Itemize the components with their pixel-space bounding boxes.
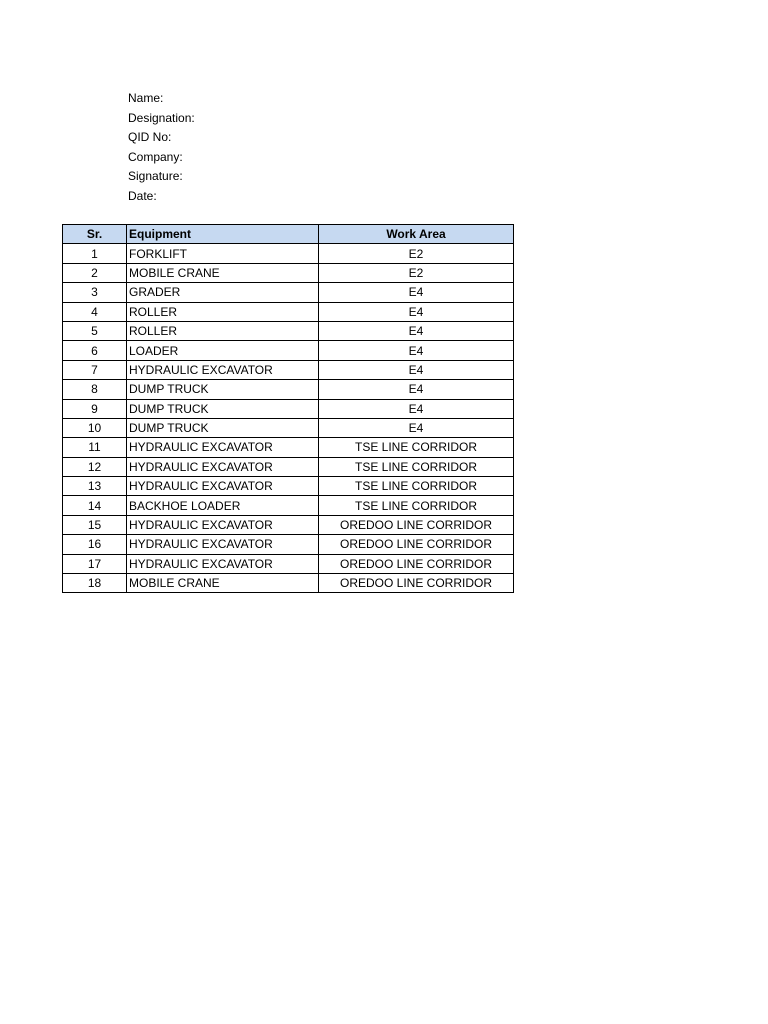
cell-work-area: E4: [319, 360, 514, 379]
table-row: [63, 302, 514, 321]
cell-equipment: HYDRAULIC EXCAVATOR: [127, 438, 319, 457]
table-row: [63, 457, 514, 476]
cell-equipment: HYDRAULIC EXCAVATOR: [127, 477, 319, 496]
cell-work-area: E4: [319, 380, 514, 399]
cell-work-area: TSE LINE CORRIDOR: [319, 438, 514, 457]
cell-sr: 6: [63, 341, 127, 360]
cell-equipment: BACKHOE LOADER: [127, 496, 319, 515]
cell-work-area: E4: [319, 283, 514, 302]
table-row: [63, 263, 514, 282]
cell-equipment: FORKLIFT: [127, 244, 319, 263]
cell-equipment: LOADER: [127, 341, 319, 360]
cell-work-area: OREDOO LINE CORRIDOR: [319, 535, 514, 554]
table-row: [63, 438, 514, 457]
cell-equipment: ROLLER: [127, 302, 319, 321]
table-row: [63, 283, 514, 302]
cell-sr: 9: [63, 399, 127, 418]
cell-sr: 17: [63, 554, 127, 573]
cell-sr: 3: [63, 283, 127, 302]
form-fields: [128, 89, 195, 206]
cell-sr: 16: [63, 535, 127, 554]
cell-sr: 1: [63, 244, 127, 263]
form-field-designation: Designation:: [128, 110, 195, 125]
cell-sr: 4: [63, 302, 127, 321]
cell-work-area: E4: [319, 302, 514, 321]
cell-work-area: OREDOO LINE CORRIDOR: [319, 574, 514, 593]
cell-equipment: MOBILE CRANE: [127, 574, 319, 593]
cell-sr: 11: [63, 438, 127, 457]
cell-work-area: E4: [319, 418, 514, 437]
cell-work-area: E4: [319, 341, 514, 360]
cell-sr: 7: [63, 360, 127, 379]
cell-sr: 13: [63, 477, 127, 496]
cell-sr: 8: [63, 380, 127, 399]
form-field-name: Name:: [128, 91, 164, 105]
cell-work-area: E2: [319, 244, 514, 263]
cell-work-area: E2: [319, 263, 514, 282]
table-row: [63, 380, 514, 399]
cell-equipment: HYDRAULIC EXCAVATOR: [127, 360, 319, 379]
cell-sr: 2: [63, 263, 127, 282]
cell-work-area: TSE LINE CORRIDOR: [319, 457, 514, 476]
cell-equipment: HYDRAULIC EXCAVATOR: [127, 457, 319, 476]
cell-work-area: OREDOO LINE CORRIDOR: [319, 515, 514, 534]
table-row: [63, 574, 514, 593]
cell-equipment: DUMP TRUCK: [127, 399, 319, 418]
cell-equipment: HYDRAULIC EXCAVATOR: [127, 535, 319, 554]
table-body: [63, 244, 514, 593]
cell-sr: 14: [63, 496, 127, 515]
table-row: [63, 399, 514, 418]
cell-work-area: E4: [319, 399, 514, 418]
table-row: [63, 515, 514, 534]
table-header-row: [63, 225, 514, 244]
form-field-date: Date:: [128, 188, 157, 203]
cell-sr: 5: [63, 321, 127, 340]
table-row: [63, 554, 514, 573]
cell-work-area: TSE LINE CORRIDOR: [319, 496, 514, 515]
table-row: [63, 360, 514, 379]
header-work-area: Work Area: [319, 225, 514, 244]
cell-sr: 12: [63, 457, 127, 476]
cell-sr: 10: [63, 418, 127, 437]
form-field-qid: QID No:: [128, 130, 172, 144]
form-field-signature: Signature:: [128, 169, 183, 183]
table-row: [63, 496, 514, 515]
table-row: [63, 535, 514, 554]
cell-equipment: HYDRAULIC EXCAVATOR: [127, 554, 319, 573]
cell-sr: 18: [63, 574, 127, 593]
table-row: [63, 341, 514, 360]
table-row: [63, 321, 514, 340]
equipment-table: [62, 224, 514, 593]
cell-sr: 15: [63, 515, 127, 534]
table-row: [63, 477, 514, 496]
cell-equipment: ROLLER: [127, 321, 319, 340]
cell-equipment: GRADER: [127, 283, 319, 302]
table-row: [63, 418, 514, 437]
cell-equipment: DUMP TRUCK: [127, 380, 319, 399]
cell-equipment: HYDRAULIC EXCAVATOR: [127, 515, 319, 534]
cell-work-area: OREDOO LINE CORRIDOR: [319, 554, 514, 573]
cell-work-area: TSE LINE CORRIDOR: [319, 477, 514, 496]
cell-equipment: DUMP TRUCK: [127, 418, 319, 437]
header-sr: Sr.: [63, 225, 127, 244]
cell-work-area: E4: [319, 321, 514, 340]
form-field-company: Company:: [128, 149, 183, 164]
table-row: [63, 244, 514, 263]
header-equipment: Equipment: [127, 225, 319, 244]
cell-equipment: MOBILE CRANE: [127, 263, 319, 282]
